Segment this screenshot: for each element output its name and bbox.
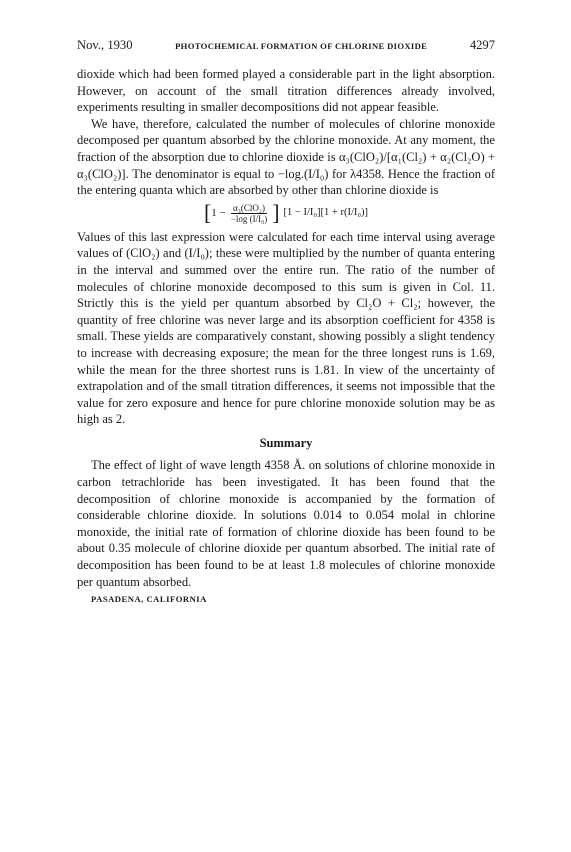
formula-fraction <box>229 203 269 224</box>
fraction-formula <box>77 200 495 227</box>
formula-one-minus: 1 − <box>211 206 226 219</box>
author-location: PASADENA, CALIFORNIA <box>91 594 207 605</box>
paragraph-results: Values of this last expression were calculated for each time interval using average values of (ClO₂) and (I/I₀); these were multiplied by the number of quanta entering in the interval and summed over the entire run. The ratio of the number of molecules of chlorine monoxide decomposed to this sum is given in Col. 11. Strictly this is the yield per quantum absorbed by Cl₂O + Cl₂; however, the quantity of free chlorine was never large and its absorption coefficient for 4358 is small. These yields are comparatively constant, showing possibly a slight tendency to increase with decreasing exposure; the mean for the three longest runs is 1.69, while the mean for the three shortest runs is 1.81. In view of the uncertainty of extrapolation and of the small titration differences, it seems not impossible that the value for zero exposure and hence for pure chlorine monoxide solution may be as high as 2. <box>77 229 495 427</box>
formula-left-bracket: [ <box>203 200 212 226</box>
header-page-number: 4297 <box>469 38 495 52</box>
article-body <box>77 66 495 608</box>
running-header <box>77 38 495 53</box>
formula-right-bracket: ] <box>272 200 280 226</box>
formula-numerator: α₃(ClO₂) <box>232 202 265 213</box>
formula-remainder: [1 − I/I₀][1 + r(I/I₀)] <box>283 206 369 218</box>
header-running-title: PHOTOCHEMICAL FORMATION OF CHLORINE DIOXIDE <box>175 41 428 51</box>
summary-paragraph: The effect of light of wave length 4358 Å. on solutions of chlorine monoxide in carbon tetrachloride has been investigated. It has been found that the decomposition of chlorine monoxide is accompanied by the formation of considerable chlorine dioxide. In solutions 0.014 to 0.054 molal in chlorine monoxide, the initial rate of formation of chlorine dioxide has been found to be about 0.35 molecule of chlorine dioxide per quantum absorbed. The initial rate of decomposition has been found to be at least 1.8 molecules of chlorine monoxide per quantum absorbed. <box>77 458 495 589</box>
header-date: Nov., 1930 <box>77 38 133 52</box>
summary-heading: Summary <box>259 435 313 450</box>
paragraph-calculation: We have, therefore, calculated the number of molecules of chlorine monoxide decomposed per quantum absorbed by the chlorine monoxide. At any moment, the fraction of the absorption due to chlorine dioxide is α₃(ClO₂)/[α₁(Cl₂) + α₂(Cl₂O) + α₃(ClO₂)]. The denominator is equal to −log.(I/I₀) for λ4358. Hence the fraction of the entering quanta which are absorbed by other than chlorine dioxide is <box>77 116 495 198</box>
paragraph-continuation: dioxide which had been formed played a considerable part in the light absorption. However, on account of the small titration differences already involved, experiments resulting in smaller decompositions did not appear feasible. <box>77 67 495 115</box>
formula-denominator: −log (I/I₀) <box>230 213 268 224</box>
